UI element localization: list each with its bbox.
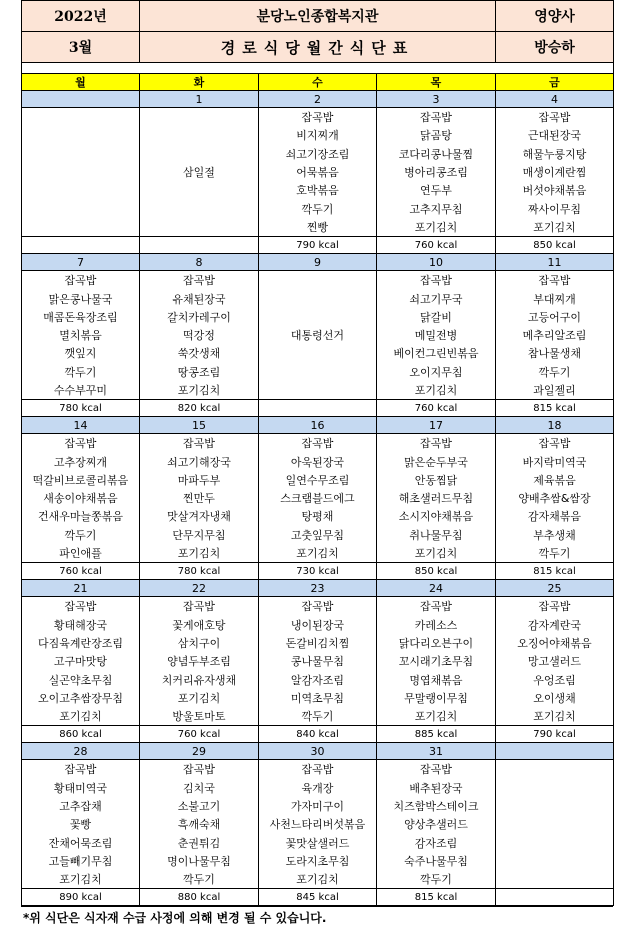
menu-item xyxy=(496,815,614,833)
kcal-cell: 815 kcal xyxy=(496,563,614,580)
date-row xyxy=(22,417,614,434)
date-cell: 28 xyxy=(22,743,140,760)
header-row-2 xyxy=(22,32,614,63)
menu-item: 근대된장국 xyxy=(496,126,614,144)
menu-item: 깍두기 xyxy=(377,870,496,889)
menu-item: 쇠고기해장국 xyxy=(140,452,259,470)
menu-item: 양배추쌈&쌈장 xyxy=(496,489,614,507)
menu-line-row xyxy=(22,199,614,217)
menu-item: 포기김치 xyxy=(377,381,496,400)
menu-line-row xyxy=(22,544,614,563)
menu-item: 잡곡밥 xyxy=(377,108,496,127)
menu-item: 다짐육계란장조림 xyxy=(22,634,140,652)
menu-item: 방울토마토 xyxy=(140,707,259,726)
kcal-cell: 850 kcal xyxy=(496,237,614,254)
menu-item: 잡곡밥 xyxy=(496,108,614,127)
menu-item: 치즈함박스테이크 xyxy=(377,797,496,815)
menu-line-row xyxy=(22,507,614,525)
menu-item: 깍두기 xyxy=(22,363,140,381)
menu-item: 잡곡밥 xyxy=(140,597,259,616)
menu-item: 해초샐러드무침 xyxy=(377,489,496,507)
menu-item: 콩나물무침 xyxy=(259,652,377,670)
menu-item: 카레소스 xyxy=(377,616,496,634)
menu-item xyxy=(22,126,140,144)
menu-item: 실곤약초무침 xyxy=(22,670,140,688)
menu-item: 멸치볶음 xyxy=(22,326,140,344)
menu-item: 대통령선거 xyxy=(259,326,377,344)
kcal-cell xyxy=(22,237,140,254)
dietitian-name: 방승하 xyxy=(496,32,614,63)
menu-item xyxy=(496,797,614,815)
date-row xyxy=(22,580,614,597)
kcal-cell: 730 kcal xyxy=(259,563,377,580)
menu-item xyxy=(22,181,140,199)
date-cell: 1 xyxy=(140,91,259,108)
date-cell: 17 xyxy=(377,417,496,434)
menu-line-row xyxy=(22,670,614,688)
menu-item: 도라지초무침 xyxy=(259,852,377,870)
menu-item: 잡곡밥 xyxy=(259,760,377,779)
menu-item: 양념두부조림 xyxy=(140,652,259,670)
menu-line-row xyxy=(22,381,614,400)
menu-item: 삼일절 xyxy=(140,163,259,181)
menu-item: 잡곡밥 xyxy=(22,434,140,453)
menu-item xyxy=(259,308,377,326)
menu-item: 맑은콩나물국 xyxy=(22,289,140,307)
menu-item xyxy=(22,218,140,237)
menu-line-row xyxy=(22,834,614,852)
menu-item: 포기김치 xyxy=(377,218,496,237)
menu-item xyxy=(259,363,377,381)
menu-item: 찐빵 xyxy=(259,218,377,237)
date-cell: 29 xyxy=(140,743,259,760)
menu-item: 갈치카레구이 xyxy=(140,308,259,326)
date-cell: 14 xyxy=(22,417,140,434)
date-cell: 25 xyxy=(496,580,614,597)
menu-item: 탕평채 xyxy=(259,507,377,525)
menu-item: 미역초무침 xyxy=(259,689,377,707)
menu-item: 맛살겨자냉채 xyxy=(140,507,259,525)
menu-item: 깻잎지 xyxy=(22,344,140,362)
menu-item: 가자미구이 xyxy=(259,797,377,815)
menu-line-row xyxy=(22,526,614,544)
menu-item: 잡곡밥 xyxy=(140,271,259,290)
menu-item: 고춧잎무침 xyxy=(259,526,377,544)
menu-item: 깍두기 xyxy=(496,363,614,381)
menu-table xyxy=(21,0,614,906)
menu-line-row xyxy=(22,452,614,470)
kcal-cell: 790 kcal xyxy=(496,726,614,743)
date-cell: 24 xyxy=(377,580,496,597)
date-cell: 2 xyxy=(259,91,377,108)
menu-item: 수수부꾸미 xyxy=(22,381,140,400)
date-cell: 9 xyxy=(259,254,377,271)
menu-item: 포기김치 xyxy=(259,870,377,889)
menu-item: 배추된장국 xyxy=(377,779,496,797)
date-cell: 21 xyxy=(22,580,140,597)
menu-item: 어묵볶음 xyxy=(259,163,377,181)
kcal-cell: 880 kcal xyxy=(140,889,259,906)
menu-item xyxy=(259,381,377,400)
menu-line-row xyxy=(22,870,614,889)
date-cell: 11 xyxy=(496,254,614,271)
menu-line-row xyxy=(22,689,614,707)
menu-item: 명엽채볶음 xyxy=(377,670,496,688)
menu-item: 잡곡밥 xyxy=(259,597,377,616)
menu-item: 소시지야채볶음 xyxy=(377,507,496,525)
date-row xyxy=(22,743,614,760)
menu-line-row xyxy=(22,797,614,815)
date-cell: 15 xyxy=(140,417,259,434)
kcal-cell: 845 kcal xyxy=(259,889,377,906)
menu-item xyxy=(259,344,377,362)
menu-item: 포기김치 xyxy=(140,381,259,400)
menu-line-row xyxy=(22,163,614,181)
kcal-cell: 885 kcal xyxy=(377,726,496,743)
kcal-cell: 790 kcal xyxy=(259,237,377,254)
menu-item: 잡곡밥 xyxy=(140,434,259,453)
menu-item: 찐만두 xyxy=(140,489,259,507)
menu-item: 알감자조림 xyxy=(259,670,377,688)
date-cell: 22 xyxy=(140,580,259,597)
menu-item: 포기김치 xyxy=(496,707,614,726)
kcal-cell xyxy=(496,889,614,906)
date-cell: 30 xyxy=(259,743,377,760)
menu-line-row xyxy=(22,779,614,797)
kcal-cell: 815 kcal xyxy=(496,400,614,417)
menu-item: 잡곡밥 xyxy=(377,271,496,290)
menu-line-row xyxy=(22,326,614,344)
menu-item: 파인애플 xyxy=(22,544,140,563)
menu-item: 잡곡밥 xyxy=(22,271,140,290)
menu-item: 감자계란국 xyxy=(496,616,614,634)
menu-item: 메밀전병 xyxy=(377,326,496,344)
menu-line-row xyxy=(22,434,614,453)
menu-item xyxy=(140,181,259,199)
kcal-cell: 780 kcal xyxy=(22,400,140,417)
menu-item: 연두부 xyxy=(377,181,496,199)
menu-item: 안동찜닭 xyxy=(377,471,496,489)
menu-line-row xyxy=(22,181,614,199)
menu-item: 짜사이무침 xyxy=(496,199,614,217)
date-cell: 7 xyxy=(22,254,140,271)
menu-item: 고추잡채 xyxy=(22,797,140,815)
date-row xyxy=(22,254,614,271)
menu-item: 바지락미역국 xyxy=(496,452,614,470)
menu-item xyxy=(496,870,614,889)
menu-item xyxy=(496,760,614,779)
menu-item: 일연수무조림 xyxy=(259,471,377,489)
menu-line-row xyxy=(22,145,614,163)
menu-item: 부추생채 xyxy=(496,526,614,544)
weekday-tue: 화 xyxy=(140,74,259,91)
menu-item xyxy=(22,108,140,127)
menu-item: 땅콩조림 xyxy=(140,363,259,381)
menu-item: 유채된장국 xyxy=(140,289,259,307)
org-name: 분당노인종합복지관 xyxy=(140,1,496,32)
menu-line-row xyxy=(22,597,614,616)
menu-line-row xyxy=(22,344,614,362)
menu-item: 잔채어묵조림 xyxy=(22,834,140,852)
menu-item: 취나물무침 xyxy=(377,526,496,544)
kcal-cell: 760 kcal xyxy=(377,237,496,254)
menu-item: 병아리콩조림 xyxy=(377,163,496,181)
menu-item: 코다리콩나물찜 xyxy=(377,145,496,163)
menu-item: 호박볶음 xyxy=(259,181,377,199)
menu-line-row xyxy=(22,289,614,307)
menu-line-row xyxy=(22,652,614,670)
menu-item: 잡곡밥 xyxy=(496,271,614,290)
menu-item xyxy=(496,779,614,797)
menu-item xyxy=(140,145,259,163)
weekday-thu: 목 xyxy=(377,74,496,91)
kcal-cell: 850 kcal xyxy=(377,563,496,580)
menu-item: 매콤돈육장조림 xyxy=(22,308,140,326)
menu-item: 닭다리오븐구이 xyxy=(377,634,496,652)
menu-item: 잡곡밥 xyxy=(377,434,496,453)
menu-item: 깍두기 xyxy=(22,526,140,544)
menu-item: 해물누룽지탕 xyxy=(496,145,614,163)
menu-item: 베이컨그린빈볶음 xyxy=(377,344,496,362)
menu-item: 쇠고기무국 xyxy=(377,289,496,307)
month-label: 3월 xyxy=(22,32,140,63)
page-title: 경로식당월간식단표 xyxy=(140,32,496,63)
menu-item: 감자채볶음 xyxy=(496,507,614,525)
menu-item xyxy=(259,289,377,307)
menu-item: 잡곡밥 xyxy=(377,597,496,616)
weekday-wed: 수 xyxy=(259,74,377,91)
weekday-fri: 금 xyxy=(496,74,614,91)
menu-item: 삼치구이 xyxy=(140,634,259,652)
kcal-cell xyxy=(140,237,259,254)
menu-item: 오징어야채볶음 xyxy=(496,634,614,652)
kcal-row xyxy=(22,726,614,743)
menu-item: 김치국 xyxy=(140,779,259,797)
menu-item: 육개장 xyxy=(259,779,377,797)
menu-item xyxy=(22,163,140,181)
menu-item: 포기김치 xyxy=(496,218,614,237)
menu-item: 잡곡밥 xyxy=(259,108,377,127)
kcal-cell: 760 kcal xyxy=(377,400,496,417)
menu-item: 떡갈비브로콜리볶음 xyxy=(22,471,140,489)
kcal-row xyxy=(22,400,614,417)
menu-item: 떡강정 xyxy=(140,326,259,344)
date-cell: 4 xyxy=(496,91,614,108)
menu-item: 쇠고기장조림 xyxy=(259,145,377,163)
kcal-cell: 760 kcal xyxy=(140,726,259,743)
menu-item xyxy=(140,218,259,237)
date-row xyxy=(22,91,614,108)
weekday-header-row xyxy=(22,74,614,91)
menu-item: 닭갈비 xyxy=(377,308,496,326)
menu-item: 깍두기 xyxy=(140,870,259,889)
date-cell: 31 xyxy=(377,743,496,760)
menu-item: 치커리유자생채 xyxy=(140,670,259,688)
menu-item: 깍두기 xyxy=(259,707,377,726)
menu-item: 비지찌개 xyxy=(259,126,377,144)
menu-line-row xyxy=(22,471,614,489)
menu-item xyxy=(140,126,259,144)
menu-item: 고추지무침 xyxy=(377,199,496,217)
menu-item: 포기김치 xyxy=(259,544,377,563)
menu-item: 잡곡밥 xyxy=(496,597,614,616)
kcal-row xyxy=(22,563,614,580)
menu-item: 황태미역국 xyxy=(22,779,140,797)
menu-item: 잡곡밥 xyxy=(22,597,140,616)
menu-item: 포기김치 xyxy=(140,544,259,563)
menu-item: 양상추샐러드 xyxy=(377,815,496,833)
menu-item: 포기김치 xyxy=(377,707,496,726)
menu-item: 쑥갓생채 xyxy=(140,344,259,362)
date-cell: 3 xyxy=(377,91,496,108)
date-cell: 18 xyxy=(496,417,614,434)
menu-item xyxy=(22,199,140,217)
menu-item xyxy=(140,108,259,127)
kcal-cell: 760 kcal xyxy=(22,563,140,580)
year-label: 2022년 xyxy=(22,1,140,32)
menu-item: 버섯야채볶음 xyxy=(496,181,614,199)
menu-item: 고들빼기무침 xyxy=(22,852,140,870)
menu-item: 단무지무침 xyxy=(140,526,259,544)
menu-item: 깍두기 xyxy=(259,199,377,217)
menu-line-row xyxy=(22,271,614,290)
menu-item: 오이지무침 xyxy=(377,363,496,381)
menu-item: 고등어구이 xyxy=(496,308,614,326)
date-cell: 16 xyxy=(259,417,377,434)
menu-item: 꼬시래기초무침 xyxy=(377,652,496,670)
menu-line-row xyxy=(22,616,614,634)
menu-item: 깍두기 xyxy=(496,544,614,563)
footer-note: *위 식단은 식자재 수급 사정에 의해 변경 될 수 있습니다. xyxy=(21,907,613,927)
menu-item: 건새우마늘쫑볶음 xyxy=(22,507,140,525)
menu-item: 꽃빵 xyxy=(22,815,140,833)
role-label: 영양사 xyxy=(496,1,614,32)
menu-item: 고구마맛탕 xyxy=(22,652,140,670)
menu-item: 메추리알조림 xyxy=(496,326,614,344)
menu-line-row xyxy=(22,126,614,144)
kcal-row xyxy=(22,237,614,254)
kcal-row xyxy=(22,889,614,906)
menu-item: 잡곡밥 xyxy=(259,434,377,453)
menu-item: 아욱된장국 xyxy=(259,452,377,470)
kcal-cell xyxy=(259,400,377,417)
menu-item: 황태해장국 xyxy=(22,616,140,634)
menu-item: 망고샐러드 xyxy=(496,652,614,670)
menu-item xyxy=(496,834,614,852)
menu-item: 잡곡밥 xyxy=(140,760,259,779)
kcal-cell: 820 kcal xyxy=(140,400,259,417)
menu-item: 명이나물무침 xyxy=(140,852,259,870)
menu-item: 냉이된장국 xyxy=(259,616,377,634)
menu-item: 스크램블드에그 xyxy=(259,489,377,507)
menu-line-row xyxy=(22,363,614,381)
spacer-row xyxy=(22,63,614,74)
menu-item: 오이고추쌈장무침 xyxy=(22,689,140,707)
menu-item: 부대찌개 xyxy=(496,289,614,307)
menu-item: 숙주나물무침 xyxy=(377,852,496,870)
menu-item: 닭곰탕 xyxy=(377,126,496,144)
menu-line-row xyxy=(22,634,614,652)
menu-item: 잡곡밥 xyxy=(22,760,140,779)
kcal-cell: 780 kcal xyxy=(140,563,259,580)
menu-item xyxy=(496,852,614,870)
menu-item: 새송이야채볶음 xyxy=(22,489,140,507)
date-cell xyxy=(496,743,614,760)
kcal-cell: 890 kcal xyxy=(22,889,140,906)
menu-item: 매생이계란찜 xyxy=(496,163,614,181)
menu-item: 감자조림 xyxy=(377,834,496,852)
kcal-cell: 860 kcal xyxy=(22,726,140,743)
menu-item: 꽃게애호탕 xyxy=(140,616,259,634)
menu-item: 과일젤리 xyxy=(496,381,614,400)
date-cell: 10 xyxy=(377,254,496,271)
menu-item: 돈갈비김치찜 xyxy=(259,634,377,652)
kcal-cell: 840 kcal xyxy=(259,726,377,743)
menu-item: 맑은순두부국 xyxy=(377,452,496,470)
menu-line-row xyxy=(22,707,614,726)
header-row-1 xyxy=(22,1,614,32)
menu-item: 춘권튀김 xyxy=(140,834,259,852)
menu-item xyxy=(22,145,140,163)
menu-item: 사천느타리버섯볶음 xyxy=(259,815,377,833)
menu-line-row xyxy=(22,760,614,779)
menu-item: 참나물생채 xyxy=(496,344,614,362)
menu-line-row xyxy=(22,815,614,833)
menu-item: 흑깨숙채 xyxy=(140,815,259,833)
menu-line-row xyxy=(22,489,614,507)
menu-line-row xyxy=(22,218,614,237)
date-cell xyxy=(22,91,140,108)
menu-item xyxy=(259,271,377,290)
menu-item: 포기김치 xyxy=(140,689,259,707)
menu-item: 우엉조림 xyxy=(496,670,614,688)
menu-item: 잡곡밥 xyxy=(496,434,614,453)
menu-item: 오이생채 xyxy=(496,689,614,707)
menu-item: 무말랭이무침 xyxy=(377,689,496,707)
menu-item xyxy=(140,199,259,217)
menu-line-row xyxy=(22,308,614,326)
menu-item: 마파두부 xyxy=(140,471,259,489)
menu-item: 고추장찌개 xyxy=(22,452,140,470)
weekday-mon: 월 xyxy=(22,74,140,91)
menu-item: 제육볶음 xyxy=(496,471,614,489)
kcal-cell: 815 kcal xyxy=(377,889,496,906)
menu-item: 소불고기 xyxy=(140,797,259,815)
menu-item: 잡곡밥 xyxy=(377,760,496,779)
date-cell: 23 xyxy=(259,580,377,597)
menu-sheet xyxy=(21,0,613,927)
menu-item: 꽃맛살샐러드 xyxy=(259,834,377,852)
date-cell: 8 xyxy=(140,254,259,271)
menu-line-row xyxy=(22,852,614,870)
menu-item: 포기김치 xyxy=(22,707,140,726)
menu-item: 포기김치 xyxy=(22,870,140,889)
menu-line-row xyxy=(22,108,614,127)
menu-item: 포기김치 xyxy=(377,544,496,563)
